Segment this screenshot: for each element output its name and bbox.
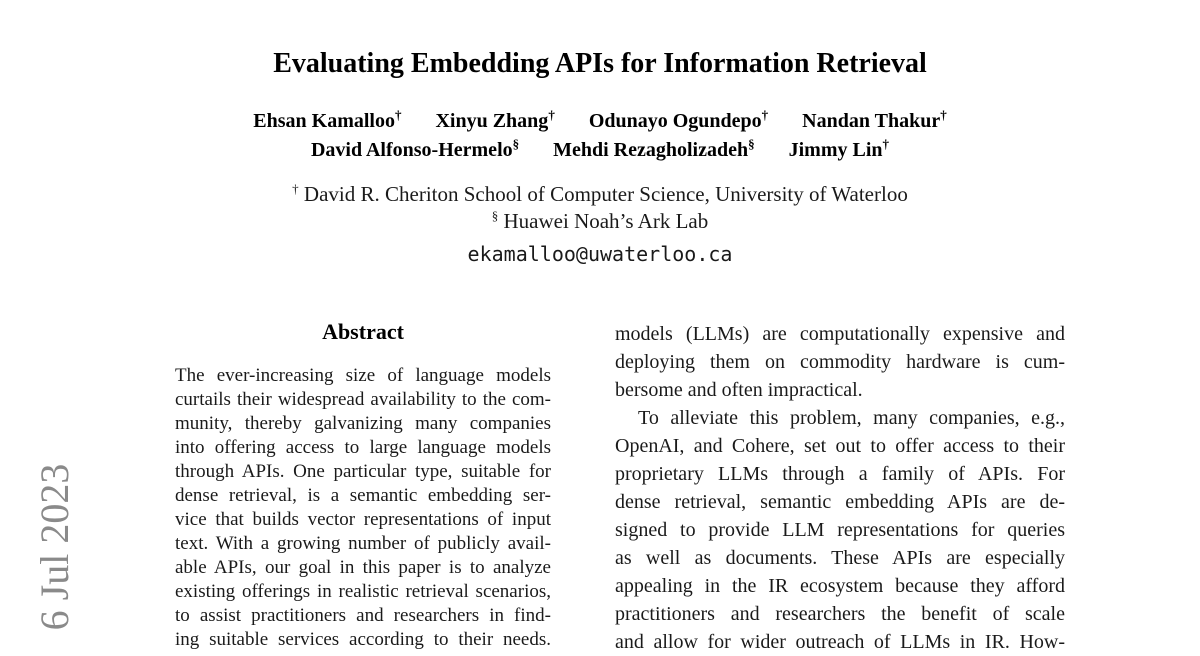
introduction-column (615, 320, 1065, 656)
abstract-line: through APIs. One particular type, suitable for (175, 461, 551, 482)
affiliations (0, 181, 1200, 235)
abstract-line: The ever-increasing size of language models (175, 365, 551, 386)
body-text-line: OpenAI, and Cohere, set out to offer access to their (615, 435, 1065, 457)
abstract-section (175, 319, 551, 652)
author-affiliation-mark: † (548, 107, 555, 123)
author-affiliation-mark: § (748, 136, 755, 152)
arxiv-stamp-date: 6 Jul 2023 (32, 463, 77, 631)
contact-email: ekamalloo@uwaterloo.ca (467, 242, 733, 266)
abstract-line: ing suitable services according to their needs. (175, 629, 551, 650)
abstract-heading: Abstract (322, 319, 404, 344)
author-affiliation-mark: † (394, 107, 402, 123)
author-name: Xinyu Zhang† (435, 107, 555, 132)
abstract-body (175, 364, 551, 652)
abstract-line: dense retrieval, is a semantic embedding ser- (175, 485, 551, 506)
abstract-line: to assist practitioners and researchers in find- (175, 605, 551, 626)
authors-row-1 (0, 106, 1200, 136)
body-text-line: and allow for wider outreach of LLMs in IR. How- (615, 631, 1065, 653)
abstract-line: into offering access to large language models (175, 437, 551, 458)
body-text-line: bersome and often impractical. (615, 379, 863, 401)
author-affiliation-mark: † (940, 107, 947, 123)
affiliation-mark: † (292, 181, 299, 196)
author-name: Jimmy Lin† (788, 136, 890, 161)
abstract-line: curtails their widespread availability to the com- (175, 389, 551, 410)
body-text-line: as well as documents. These APIs are especially (615, 547, 1065, 569)
affiliation-mark: § (491, 208, 499, 223)
body-text-line: To alleviate this problem, many companies, e.g., (638, 407, 1065, 429)
authors-row-2 (0, 135, 1200, 165)
author-name: Ehsan Kamalloo† (253, 107, 402, 132)
body-text-line: deploying them on commodity hardware is cum- (615, 351, 1065, 373)
abstract-line: text. With a growing number of publicly avail- (175, 533, 551, 554)
body-text-line: dense retrieval, semantic embedding APIs are de- (615, 491, 1065, 513)
abstract-line: existing offerings in realistic retrieval scenarios, (175, 581, 551, 602)
body-text-line: signed to provide LLM representations for queries (615, 519, 1065, 541)
author-name: Nandan Thakur† (802, 107, 947, 132)
author-name: Mehdi Rezagholizadeh§ (553, 136, 755, 161)
author-affiliation-mark: § (512, 136, 520, 152)
body-text-line: appealing in the IR ecosystem because they afford (615, 575, 1065, 597)
abstract-line: able APIs, our goal in this paper is to analyze (175, 557, 551, 578)
author-name: Odunayo Ogundepo† (588, 107, 769, 132)
abstract-line: munity, thereby galvanizing many companies (175, 413, 551, 434)
author-affiliation-mark: † (882, 136, 890, 152)
paper-title: Evaluating Embedding APIs for Information Retrieval (273, 48, 927, 79)
author-affiliation-mark: † (761, 107, 769, 123)
author-name: David Alfonso-Hermelo§ (310, 136, 520, 161)
affiliation-line: † David R. Cheriton School of Computer Science, University of Waterloo (292, 181, 908, 206)
affiliation-line: § Huawei Noah’s Ark Lab (491, 208, 709, 233)
body-text-line: models (LLMs) are computationally expensive and (615, 323, 1065, 345)
body-text-line: practitioners and researchers the benefit of scale (615, 603, 1065, 625)
abstract-line: vice that builds vector representations of input (175, 509, 551, 530)
body-text-line: proprietary LLMs through a family of APIs. For (615, 463, 1065, 485)
